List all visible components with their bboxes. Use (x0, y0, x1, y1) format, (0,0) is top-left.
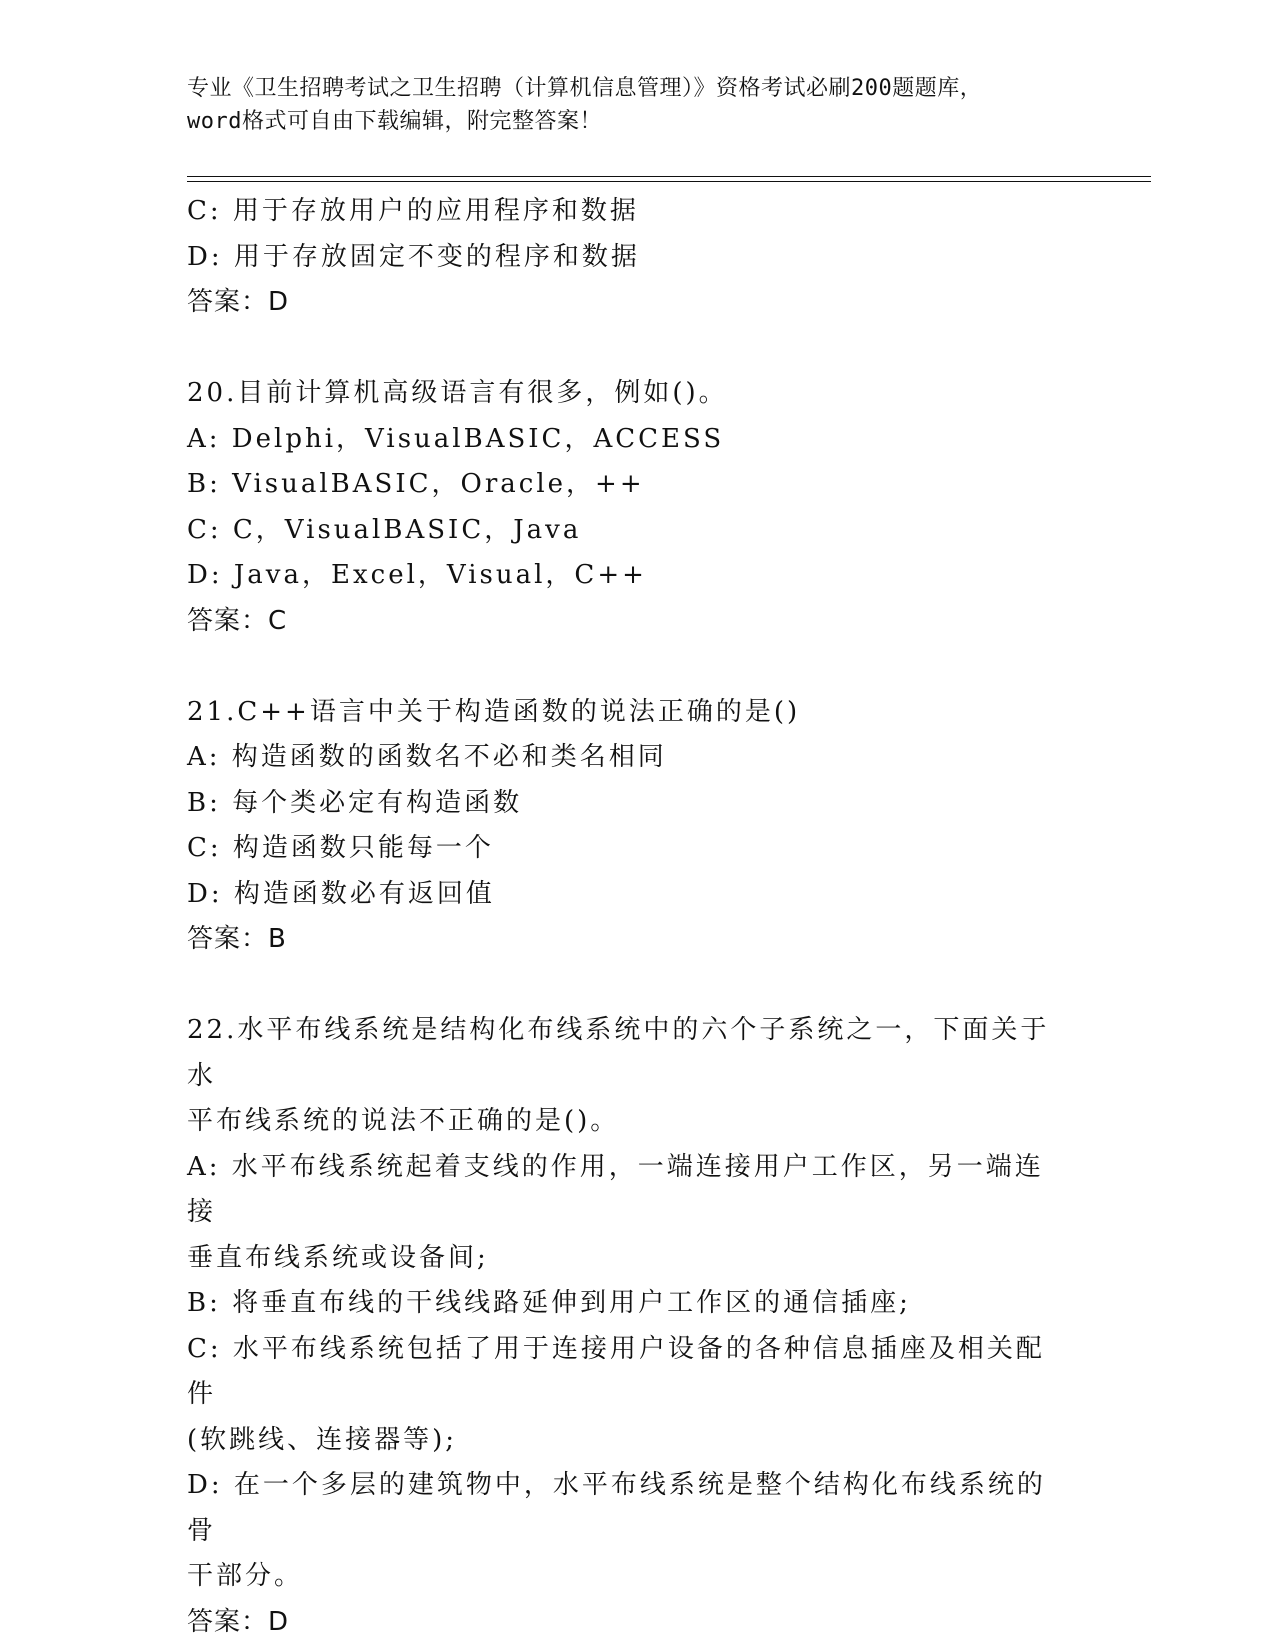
document-header (187, 72, 1087, 138)
option-b: B: 将垂直布线的干线线路延伸到用户工作区的通信插座; (187, 1288, 911, 1318)
header-line-1: 专业《卫生招聘考试之卫生招聘（计算机信息管理）》资格考试必刷200题题库， (187, 76, 983, 101)
option-c-line-2: (软跳线、连接器等); (187, 1424, 458, 1455)
answer-line: 答案：B (187, 924, 287, 954)
question-22 (187, 1008, 1067, 1645)
option-d-line-2: 干部分。 (187, 1561, 304, 1591)
answer-line: 答案：C (187, 605, 288, 636)
option-d: D: 用于存放固定不变的程序和数据 (187, 241, 640, 272)
header-divider-top (187, 176, 1151, 177)
option-a-line-2: 垂直布线系统或设备间; (187, 1242, 489, 1273)
option-b: B: VisualBASIC，Oracle，++ (187, 469, 645, 499)
option-c: C: 构造函数只能每一个 (187, 833, 494, 863)
question-19-continued (187, 189, 1067, 326)
option-d-line-1: D: 在一个多层的建筑物中，水平布线系统是整个结构化布线系统的骨 (187, 1470, 1046, 1546)
option-c-line-1: C: 水平布线系统包括了用于连接用户设备的各种信息插座及相关配件 (187, 1333, 1045, 1409)
option-a: A: Delphi，VisualBASIC，ACCESS (187, 423, 725, 454)
option-a-line-1: A: 水平布线系统起着支线的作用，一端连接用户工作区，另一端连接 (187, 1151, 1044, 1227)
question-title-line-1: 22.水平布线系统是结构化布线系统中的六个子系统之一，下面关于水 (187, 1015, 1050, 1091)
spacer (187, 326, 1067, 372)
question-title-line-2: 平布线系统的说法不正确的是()。 (187, 1106, 620, 1136)
spacer (187, 963, 1067, 1009)
question-title: 20.目前计算机高级语言有很多，例如()。 (187, 378, 728, 408)
option-d: D: Java，Excel，Visual，C++ (187, 560, 647, 590)
question-list (187, 189, 1067, 1645)
answer-line: 答案：D (187, 1606, 290, 1637)
question-21 (187, 690, 1067, 963)
option-a: A: 构造函数的函数名不必和类名相同 (187, 742, 667, 772)
option-d: D: 构造函数必有返回值 (187, 878, 495, 909)
question-title: 21.C++语言中关于构造函数的说法正确的是() (187, 696, 801, 727)
answer-line: 答案：D (187, 287, 290, 317)
option-c: C: C，VisualBASIC，Java (187, 514, 582, 545)
spacer (187, 644, 1067, 690)
option-c: C: 用于存放用户的应用程序和数据 (187, 196, 639, 226)
header-line-2: word格式可自由下载编辑，附完整答案！ (187, 109, 602, 134)
option-b: B: 每个类必定有构造函数 (187, 787, 523, 818)
question-20 (187, 371, 1067, 644)
header-divider-bottom (187, 181, 1151, 182)
